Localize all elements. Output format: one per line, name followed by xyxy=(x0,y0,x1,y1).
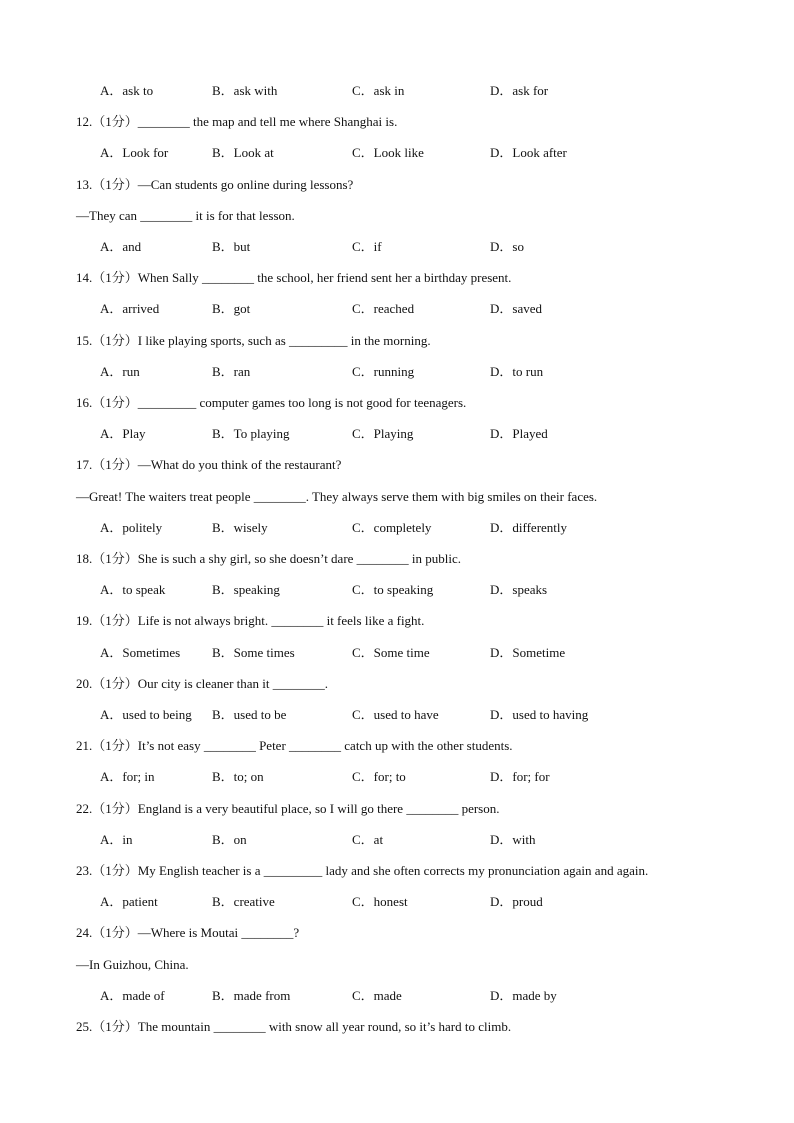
option-b[interactable]: B．speaking xyxy=(212,582,280,597)
option-d[interactable]: D．speaks xyxy=(490,582,548,597)
option-d[interactable]: D．with xyxy=(490,832,536,847)
option-c[interactable]: C．made xyxy=(352,988,402,1003)
option-a[interactable]: A．arrived xyxy=(100,301,160,316)
option-c[interactable]: C．Some time xyxy=(352,645,430,660)
question-line: —They can ________ it is for that lesson. xyxy=(76,208,295,223)
option-a[interactable]: A．politely xyxy=(100,520,163,535)
question-line: 22.（1分）England is a very beautiful place, so I will go there ________ person. xyxy=(76,801,500,816)
option-a[interactable]: A．and xyxy=(100,239,142,254)
option-c[interactable]: C．to speaking xyxy=(352,582,434,597)
question-line: —In Guizhou, China. xyxy=(76,957,189,972)
question-line: 15.（1分）I like playing sports, such as _________ in the morning. xyxy=(76,333,431,348)
question-line: —Great! The waiters treat people ________. They always serve them with big smiles on their faces. xyxy=(76,489,598,504)
option-d[interactable]: D．used to having xyxy=(490,707,589,722)
option-a[interactable]: A．run xyxy=(100,364,140,379)
option-c[interactable]: C．for; to xyxy=(352,769,406,784)
question-line: 23.（1分）My English teacher is a _________ lady and she often corrects my pronunciation again and again. xyxy=(76,863,649,878)
option-d[interactable]: D．for; for xyxy=(490,769,550,784)
option-b[interactable]: B．To playing xyxy=(212,426,290,441)
option-d[interactable]: D．Played xyxy=(490,426,548,441)
option-b[interactable]: B．used to be xyxy=(212,707,287,722)
option-c[interactable]: C．if xyxy=(352,239,382,254)
question-line: 24.（1分）—Where is Moutai ________? xyxy=(76,925,300,940)
option-d[interactable]: D．ask for xyxy=(490,83,549,98)
option-b[interactable]: B．wisely xyxy=(212,520,268,535)
option-d[interactable]: D．so xyxy=(490,239,524,254)
option-c[interactable]: C．Playing xyxy=(352,426,414,441)
option-d[interactable]: D．made by xyxy=(490,988,557,1003)
option-b[interactable]: B．got xyxy=(212,301,251,316)
question-line: 25.（1分）The mountain ________ with snow all year round, so it’s hard to climb. xyxy=(76,1019,512,1034)
option-c[interactable]: C．Look like xyxy=(352,145,424,160)
question-line: 12.（1分）________ the map and tell me where Shanghai is. xyxy=(76,114,398,129)
option-b[interactable]: B．but xyxy=(212,239,251,254)
question-line: 14.（1分）When Sally ________ the school, her friend sent her a birthday present. xyxy=(76,270,512,285)
option-a[interactable]: A．made of xyxy=(100,988,165,1003)
option-d[interactable]: D．Sometime xyxy=(490,645,566,660)
option-b[interactable]: B．on xyxy=(212,832,247,847)
option-b[interactable]: B．Some times xyxy=(212,645,295,660)
question-line: 19.（1分）Life is not always bright. ________ it feels like a fight. xyxy=(76,613,425,628)
option-d[interactable]: D．Look after xyxy=(490,145,567,160)
option-c[interactable]: C．at xyxy=(352,832,384,847)
option-b[interactable]: B．to; on xyxy=(212,769,264,784)
option-a[interactable]: A．Play xyxy=(100,426,146,441)
option-a[interactable]: A．for; in xyxy=(100,769,155,784)
option-c[interactable]: C．reached xyxy=(352,301,415,316)
option-d[interactable]: D．proud xyxy=(490,894,543,909)
option-b[interactable]: B．ask with xyxy=(212,83,278,98)
option-a[interactable]: A．Look for xyxy=(100,145,169,160)
option-c[interactable]: C．completely xyxy=(352,520,432,535)
option-a[interactable]: A．used to being xyxy=(100,707,192,722)
question-line: 20.（1分）Our city is cleaner than it ________. xyxy=(76,676,329,691)
option-b[interactable]: B．made from xyxy=(212,988,291,1003)
option-c[interactable]: C．ask in xyxy=(352,83,405,98)
option-c[interactable]: C．used to have xyxy=(352,707,439,722)
option-b[interactable]: B．creative xyxy=(212,894,275,909)
option-a[interactable]: A．ask to xyxy=(100,83,154,98)
question-line: 16.（1分）_________ computer games too long is not good for teenagers. xyxy=(76,395,467,410)
option-b[interactable]: B．ran xyxy=(212,364,251,379)
option-a[interactable]: A．to speak xyxy=(100,582,166,597)
option-d[interactable]: D．to run xyxy=(490,364,544,379)
option-a[interactable]: A．patient xyxy=(100,894,158,909)
option-a[interactable]: A．Sometimes xyxy=(100,645,181,660)
option-d[interactable]: D．differently xyxy=(490,520,568,535)
option-d[interactable]: D．saved xyxy=(490,301,542,316)
question-line: 17.（1分）—What do you think of the restaurant? xyxy=(76,457,342,472)
option-a[interactable]: A．in xyxy=(100,832,133,847)
question-line: 13.（1分）—Can students go online during lessons? xyxy=(76,177,354,192)
question-line: 18.（1分）She is such a shy girl, so she doesn’t dare ________ in public. xyxy=(76,551,462,566)
question-line: 21.（1分）It’s not easy ________ Peter ________ catch up with the other students. xyxy=(76,738,513,753)
option-c[interactable]: C．honest xyxy=(352,894,408,909)
option-c[interactable]: C．running xyxy=(352,364,415,379)
option-b[interactable]: B．Look at xyxy=(212,145,274,160)
